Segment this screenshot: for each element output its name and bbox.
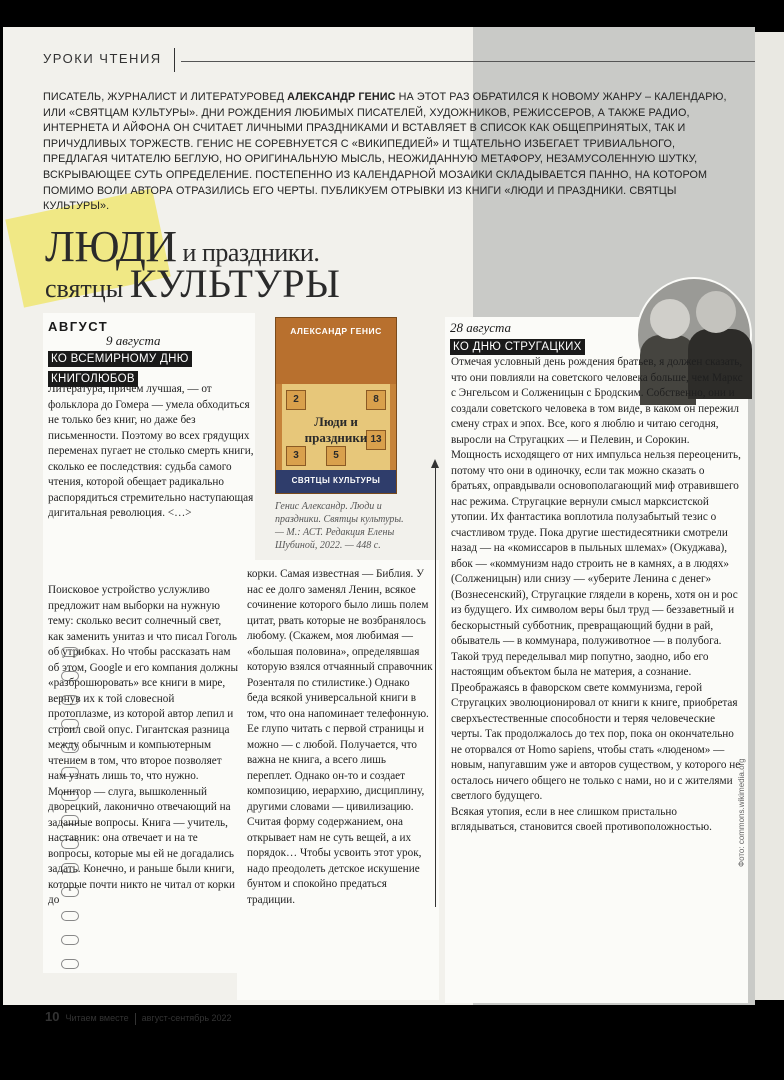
date-right: 28 августа <box>450 320 512 335</box>
arrow-up-icon <box>431 459 439 468</box>
article-title-line1: ЛЮДИ и праздники. <box>45 222 320 271</box>
book-tile: 8 <box>366 390 386 410</box>
author-name: АЛЕКСАНДР ГЕНИС <box>287 91 396 103</box>
page-footer <box>45 1009 232 1025</box>
notebook-ring <box>61 935 79 945</box>
book-tile: 3 <box>286 446 306 466</box>
book-subtitle: СВЯТЦЫ КУЛЬТУРЫ <box>291 476 381 485</box>
book-caption: Генис Александр. Люди и праздники. Святцы культуры. — М.: АСТ. Редакция Елены Шубиной, 2022. — 448 с. <box>275 501 404 551</box>
rubric-rule <box>181 61 755 62</box>
rubric-divider <box>174 48 175 72</box>
left-paragraph-1: Литература, причем лучшая, — от фольклора до Гомера — умела обходиться не только без книг, но даже без письменности. Поэтому во всех грядущих переменах пугает не столько смерть книги, сколько ее последствия: судьба самого чтения, которой обещает радикально распорядиться стремительно наступающая дигитальная революция. <…> <box>48 383 254 519</box>
article-title-line2: святцы КУЛЬТУРЫ <box>45 261 341 306</box>
book-author: АЛЕКСАНДР ГЕНИС <box>290 326 382 336</box>
book-tile: 5 <box>326 446 346 466</box>
page-number: 10 <box>45 1009 60 1024</box>
magazine-page <box>3 27 755 1024</box>
notebook-ring <box>61 959 79 969</box>
intro-paragraph: ПИСАТЕЛЬ, ЖУРНАЛИСТ И ЛИТЕРАТУРОВЕД АЛЕКСАНДР ГЕНИС НА ЭТОТ РАЗ ОБРАТИЛСЯ К НОВОМУ ЖАНРУ – КАЛЕНДАРЮ, ИЛИ «СВЯТЦАМ КУЛЬТУРЫ». ДНИ РОЖДЕНИЯ ЛЮБИМЫХ ПИСАТЕЛЕЙ, ХУДОЖНИКОВ, РЕЖИССЕРОВ, А ТАКЖЕ РАДИО, ИНТЕРНЕТА И АЙФОНА ОН СЧИТАЕТ ЛИЧНЫМИ ПРАЗДНИКАМИ И ВСТАВЛЯЕТ В СПИСОК КАК ОБЩЕПРИНЯТЫХ, ТАК И ПРИЧУДЛИВЫХ ТОРЖЕСТВ. ГЕНИС НЕ СОРЕВНУЕТСЯ С «ВИКИПЕДИЕЙ» И ТЩАТЕЛЬНО ИЗБЕГАЕТ ТРИВИАЛЬНОГО, ПРЕДЛАГАЯ ЧИТАТЕЛЮ БЕГЛУЮ, НО ОРИГИНАЛЬНУЮ МЫСЛЬ, НЕОЖИДАННУЮ МЕТАФОРУ, НЕЗАМУСОЛЕННУЮ ШУТКУ, ВСКРЫВАЮЩЕЕ СУТЬ ОПРЕДЕЛЕНИЕ. ПОСТЕПЕННО ИЗ КАЛЕНДАРНОЙ МОЗАИКИ СКЛАДЫВАЕТСЯ ПАННО, НА КОТОРОМ ПОМИМО ВОЛИ АВТОРА ОТРАЗИЛИСЬ ЕГО ЧЕРТЫ. ПУБЛИКУЕМ ОТРЫВКИ ИЗ КНИГИ «ЛЮДИ И ПРАЗДНИКИ. СВЯТЦЫ КУЛЬТУРЫ». <box>43 91 727 213</box>
notebook-ring <box>61 911 79 921</box>
issue-date: август-сентябрь 2022 <box>141 1013 232 1023</box>
section-heading-right: КО ДНЮ СТРУГАЦКИХ <box>450 337 585 355</box>
month-heading: АВГУСТ <box>48 319 109 334</box>
book-tile: 2 <box>286 390 306 410</box>
magazine-name: Читаем вместе <box>65 1013 129 1023</box>
left-paragraph-2: Поисковое устройство услужливо предложит нам выборки на нужную тему: сколько весит солнечный свет, как заменить унитаз и что писал Гоголь об утрибках. Но чтобы рассказать нам об этом, Google и его компания должны «разброшюровать» все книги в мире, вернув их к той словесной протоплазме, из которой автор лепил и строил свой опус. Гигантская разница между обычным и компьютерным чтением в том, что второе позволяет нам узнать лишь то, что нужно. Монитор — слуга, вышколенный дворецкий, лаконично отвечающий на заданные вопросы. Книга — учитель, наставник: она отвечает и на те вопросы, которые мы ей не догадались задать. Конечно, и раньше были книги, которые почти никто не читал от корки до <box>48 584 239 906</box>
rubric-label: УРОКИ ЧТЕНИЯ <box>43 51 162 66</box>
right-column-text <box>451 355 743 836</box>
photo-credit: Фото: commons.wikimedia.org <box>737 758 746 867</box>
book-tile: 13 <box>366 430 386 450</box>
arrow-line <box>435 467 436 907</box>
right-paragraph-2: Преображаясь в фаворском свете коммунизма, герой Стругацких эволюционировал от книги к книге, приобретая сверхъестественные способности и теряя человеческие черты. Так продолжалось до тех пор, пока он окончательно не оторвался от Homo sapiens, чтобы стать «люденом» — новым, напугавшим уже и авторов существом, у которого не осталось ничего общего не только с нами, но и с жителями светлого будущего. <box>451 681 741 802</box>
middle-paragraph: корки. Самая известная — Библия. У нас ее долго заменял Ленин, всякое сочинение которого было лишь полем цитат, рвать которые не возбранялось любому. (Скажем, моя любимая — «большая половина», определявшая которую взялся отчаянный справочник Розенталя по стилистике.) Однако беда всякой универсальной книги в том, что она напоминает телефонную. Ее глупо читать с первой страницы и можно — с любой. Получается, что важна не книга, а всего лишь переплет. Однако он-то и создает композицию, иерархию, дисциплину, другими словами — цивилизацию. Считая форму содержанием, она открывает нам не суть вещей, а их порядок… Чтобы усвоить этот урок, надо преодолеть детское искушение бунтом и спокойно предаться традиции. <box>247 568 433 906</box>
date-left: 9 августа <box>106 333 161 348</box>
next-page-edge <box>755 32 784 1000</box>
right-paragraph-3: Всякая утопия, если в нее слишком пристально вглядываться, становится своей противоположностью. <box>451 805 712 833</box>
book-cover <box>275 317 397 494</box>
section-heading-left: КО ВСЕМИРНОМУ ДНЮ КНИГОЛЮБОВ <box>48 349 238 389</box>
book-title: Люди и праздники <box>304 414 368 445</box>
right-paragraph-1: Отмечая условный день рождения братьев, я должен сказать, что они повлияли на советского человека больше, чем Маркс с Энгельсом и Солженицын с Бродским. Собственно, они и создали советского человека в том виде, в каком он пережил смену страх и эпох. Все, кого я люблю и читаю сегодня, выросли на Стругацких — и Пелевин, и Сорокин. Мощность исходящего от них импульса нельзя переоценить, потому что они в одиночку, если так можно сказать о братьях, оправдывали основополагающий миф отравившего нас режима. Стругацкие вернули смысл марксистской утопии. Их фантастика воплотила полузабытый тезис о счастливом труде. Пока другие шестидесятники смотрели назад — на «комиссаров в пыльных шлемах» (Окуджава), вбок — «коммунизм надо строить не в камнях, а в людях» (Солженицын) или снизу — «уберите Ленина с денег» (Вознесенский), Стругацкие глядели в корень, хотя он и рос из будущего. Их символом веры был труд — беззаветный и бескорыстный субботник, превращающий будни в рай, обыватель — в коммунара, полуживотное — в полубога. Такой труд переделывал мир попутно, заодно, ибо его настоящим объектом была не материя, а сознание. <box>451 356 743 678</box>
